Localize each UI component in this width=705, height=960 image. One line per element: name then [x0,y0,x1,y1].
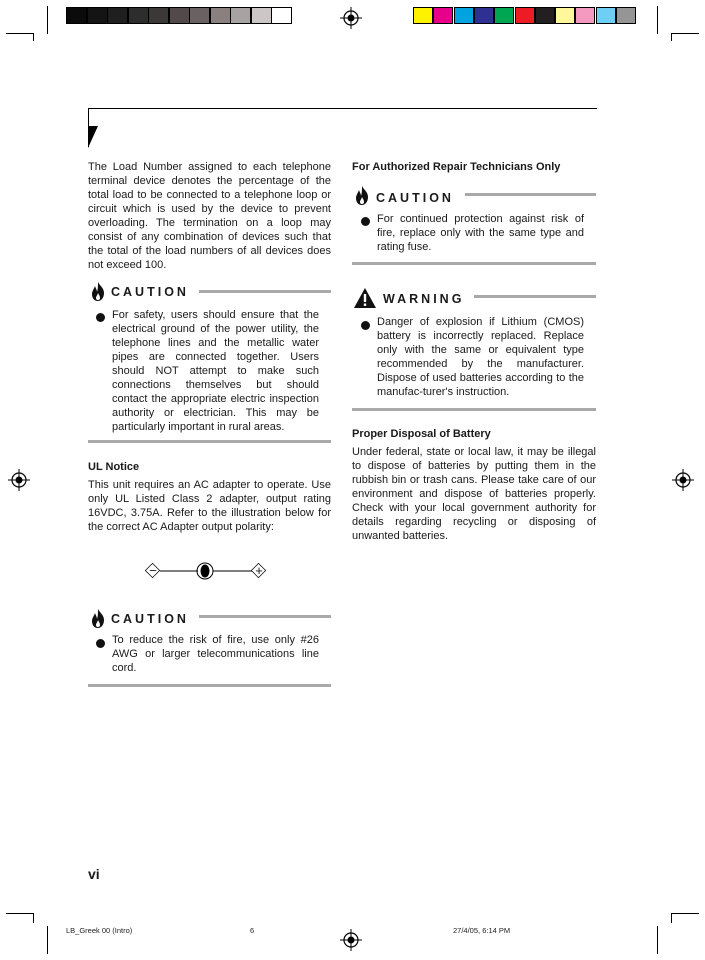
color-swatch [107,7,128,24]
crop-mark [657,6,658,34]
page-number: vi [88,866,100,882]
footer-timestamp: 27/4/05, 6:14 PM [453,926,511,935]
warning-text: Danger of explosion if Lithium (CMOS) battery is incorrectly replaced. Replace only with the same or equivalent type recommended by the manufacturer. Dispose of used batteries according to the manufac-turer's instruction. [377,316,584,398]
disposal-paragraph: Under federal, state or local law, it may be illegal to dispose of batteries by putting them in the rubbish bin or trash cans. Please take care of our environment and dispose of batteries properly. Check with your local government authority for details regarding recycling or disposing of unwanted batteries. [352,446,596,542]
crop-mark [33,33,34,41]
crop-mark [6,33,34,34]
color-swatch [87,7,108,24]
flame-icon [89,281,107,302]
notice-rule [199,615,331,618]
caution-title: CAUTION [111,285,189,299]
color-swatch [230,7,251,24]
crop-mark [671,913,672,923]
crop-mark [671,913,699,914]
color-swatch [210,7,231,24]
registration-mark-icon [8,469,30,491]
caution-text: For continued protection against risk of fire, replace only with the same type and rating fuse. [377,213,584,253]
color-swatch [271,7,292,24]
notice-rule [199,290,331,293]
bullet-icon [96,313,105,322]
color-swatch [169,7,190,24]
load-number-paragraph: The Load Number assigned to each telephone terminal device denotes the percentage of the total load to be connected to a telephone loop or circuit which is used by the device to prevent overloading. The termination on a loop may consist of any combination of devices such that the total of the load numbers of all devices does not exceed 100. [88,161,331,271]
notice-bottom-rule [88,684,331,687]
color-swatch [66,7,87,24]
polarity-diagram [144,560,268,582]
caution-title: CAUTION [376,191,454,205]
color-swatch [413,7,433,24]
color-swatch [148,7,169,24]
bullet-icon [96,639,105,648]
color-swatch [494,7,514,24]
color-swatch [454,7,474,24]
notice-bottom-rule [352,262,596,265]
crop-mark [671,33,672,41]
ul-notice-heading: UL Notice [88,461,140,473]
bullet-icon [361,321,370,330]
ul-notice-paragraph: This unit requires an AC adapter to operate. Use only UL Listed Class 2 adapter, output rating 16VDC, 3.75A. Refer to the illustration below for the correct AC Adapter output polarity: [88,479,331,533]
crop-mark [47,6,48,34]
color-swatch [596,7,616,24]
polarity-lines [144,560,268,582]
notice-bottom-rule [352,408,596,411]
crop-mark [6,913,34,914]
header-tab-marker [88,126,98,148]
color-swatch [515,7,535,24]
color-swatch [616,7,636,24]
crop-mark [657,926,658,954]
caution-text: To reduce the risk of fire, use only #26 AWG or larger telecommunications line cord. [112,634,319,674]
caution-title: CAUTION [111,612,189,626]
notice-bottom-rule [88,440,331,443]
footer-page: 6 [250,926,255,935]
crop-mark [33,913,34,923]
flame-icon [353,185,371,206]
notice-rule [465,193,596,196]
color-swatch [474,7,494,24]
flame-icon [89,608,107,629]
warning-title: WARNING [383,292,465,306]
registration-mark-icon [672,469,694,491]
color-swatch [189,7,210,24]
registration-mark-icon [340,929,362,951]
caution-text: For safety, users should ensure that the electrical ground of the power utility, the telephone lines and the metallic water pipes are connected together. Users should NOT attempt to make such connections themselves but should contact the appropriate electric inspection authority or electrician. This may be particularly important in rural areas. [112,309,319,433]
header-rule [88,108,597,109]
disposal-heading: Proper Disposal of Battery [352,428,491,440]
footer-file-name: LB_Greek 00 (Intro) [66,926,133,935]
negative-symbol: − [149,563,157,578]
color-swatch [575,7,595,24]
bullet-icon [361,217,370,226]
repair-heading: For Authorized Repair Technicians Only [352,161,561,173]
registration-mark-icon [340,7,362,29]
positive-symbol: + [255,563,263,578]
color-swatch [433,7,453,24]
color-swatch [555,7,575,24]
color-swatch [251,7,272,24]
crop-mark [671,33,699,34]
notice-rule [474,295,596,298]
color-swatch [128,7,149,24]
crop-mark [47,926,48,954]
color-swatch [535,7,555,24]
warning-triangle-icon [353,287,377,309]
